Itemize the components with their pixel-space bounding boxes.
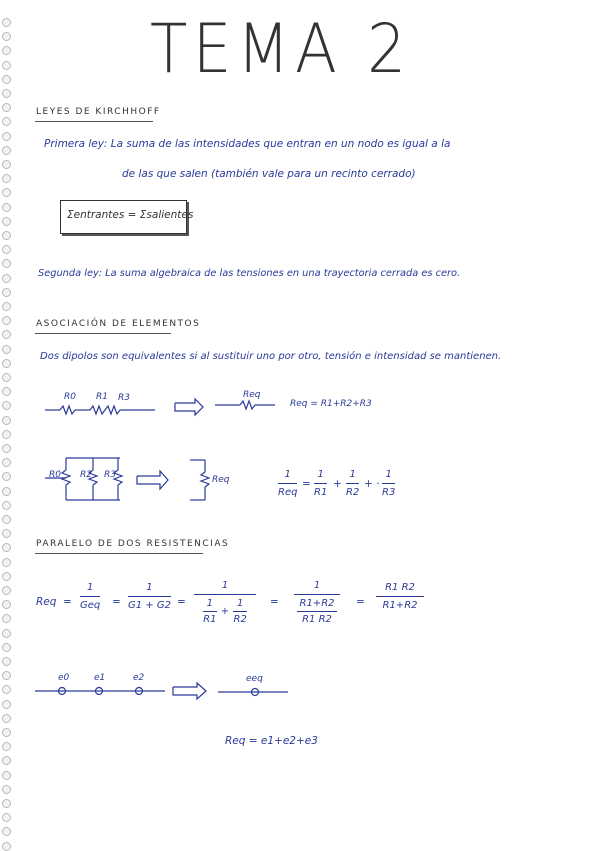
frac-den: R1 — [203, 614, 217, 625]
series-formula: Req = R1+R2+R3 — [290, 399, 372, 409]
eq-sign: = — [270, 596, 279, 608]
frac-num: 1 — [385, 469, 392, 480]
parallel-label-1: R2 — [80, 470, 92, 480]
series-label-0: R0 — [64, 392, 76, 402]
frac-2 — [128, 582, 171, 611]
frac-5 — [376, 582, 424, 611]
box-formula: Σentrantes = Σsalientes — [67, 209, 194, 221]
section-heading-kirchhoff: LEYES DE KIRCHHOFF — [36, 107, 161, 117]
frac-den: R1 R2 — [302, 614, 332, 625]
eq-sign: = — [63, 596, 72, 608]
final-formula: Req = e1+e2+e3 — [225, 735, 318, 747]
frac-num: R1 R2 — [385, 582, 415, 593]
page-title: TEMA 2 — [150, 10, 412, 89]
frac-num: 1 — [86, 582, 94, 593]
frac-t2 — [346, 469, 359, 498]
eq-sign: = — [302, 478, 311, 490]
frac-lhs — [278, 469, 297, 498]
frac-den: R1 — [314, 487, 328, 498]
eq-sign: = — [177, 596, 186, 608]
frac-4 — [294, 580, 340, 625]
heading-underline — [35, 553, 203, 554]
section-heading-parallel: PARALELO DE DOS RESISTENCIAS — [36, 539, 230, 549]
frac-den: R2 — [346, 487, 360, 498]
frac-t3 — [382, 469, 395, 498]
association-text: Dos dipolos son equivalentes si al sustituir uno por otro, tensión e intensidad se mantienen. — [40, 351, 502, 362]
node-label-1: e1 — [94, 673, 106, 683]
frac-den: G1 + G2 — [128, 600, 171, 611]
frac-den: Geq — [80, 600, 101, 611]
eq-sign: = — [356, 596, 365, 608]
frac-num: 1 — [237, 598, 244, 609]
node-label-2: e2 — [133, 673, 145, 683]
plus-sign: + · — [364, 478, 380, 490]
eq-sign: = — [112, 596, 121, 608]
frac-num: 1 — [284, 469, 291, 480]
parallel-label-0: R0 — [49, 470, 61, 480]
req-label: Req — [36, 596, 57, 608]
series-eq-label: Req — [243, 390, 261, 400]
frac-den: R1+R2 — [382, 600, 418, 611]
second-law: Segunda ley: La suma algebraica de las tensiones en una trayectoria cerrada es cero. — [38, 268, 461, 279]
frac-num: 1 — [206, 598, 213, 609]
plus-sign: + — [333, 478, 342, 490]
section-heading-association: ASOCIACIÓN DE ELEMENTOS — [36, 319, 201, 329]
frac-den: Req — [278, 487, 298, 498]
first-law-line-1: Primera ley: La suma de las intensidades que entran en un nodo es igual a la — [44, 138, 451, 150]
node-eq-label: eeq — [246, 674, 263, 684]
parallel-label-2: R3 — [104, 470, 116, 480]
frac-1 — [80, 582, 100, 611]
series-label-2: R3 — [118, 393, 130, 403]
frac-num: 1 — [349, 469, 356, 480]
frac-den: R2 — [233, 614, 247, 625]
frac-den: R3 — [382, 487, 396, 498]
frac-t1 — [314, 469, 327, 498]
parallel-eq-label: Req — [212, 475, 230, 485]
frac-num: 1 — [146, 582, 153, 593]
frac-num: 1 — [313, 580, 321, 591]
first-law-line-2: de las que salen (también vale para un recinto cerrado) — [122, 168, 416, 180]
frac-num: 1 — [221, 580, 229, 591]
series-label-1: R1 — [96, 392, 108, 402]
frac-num: 1 — [317, 469, 324, 480]
frac-den: R1+R2 — [299, 598, 335, 609]
node-label-0: e0 — [58, 673, 70, 683]
frac-3: 1 1 R1 + 1 R2 — [194, 580, 256, 625]
